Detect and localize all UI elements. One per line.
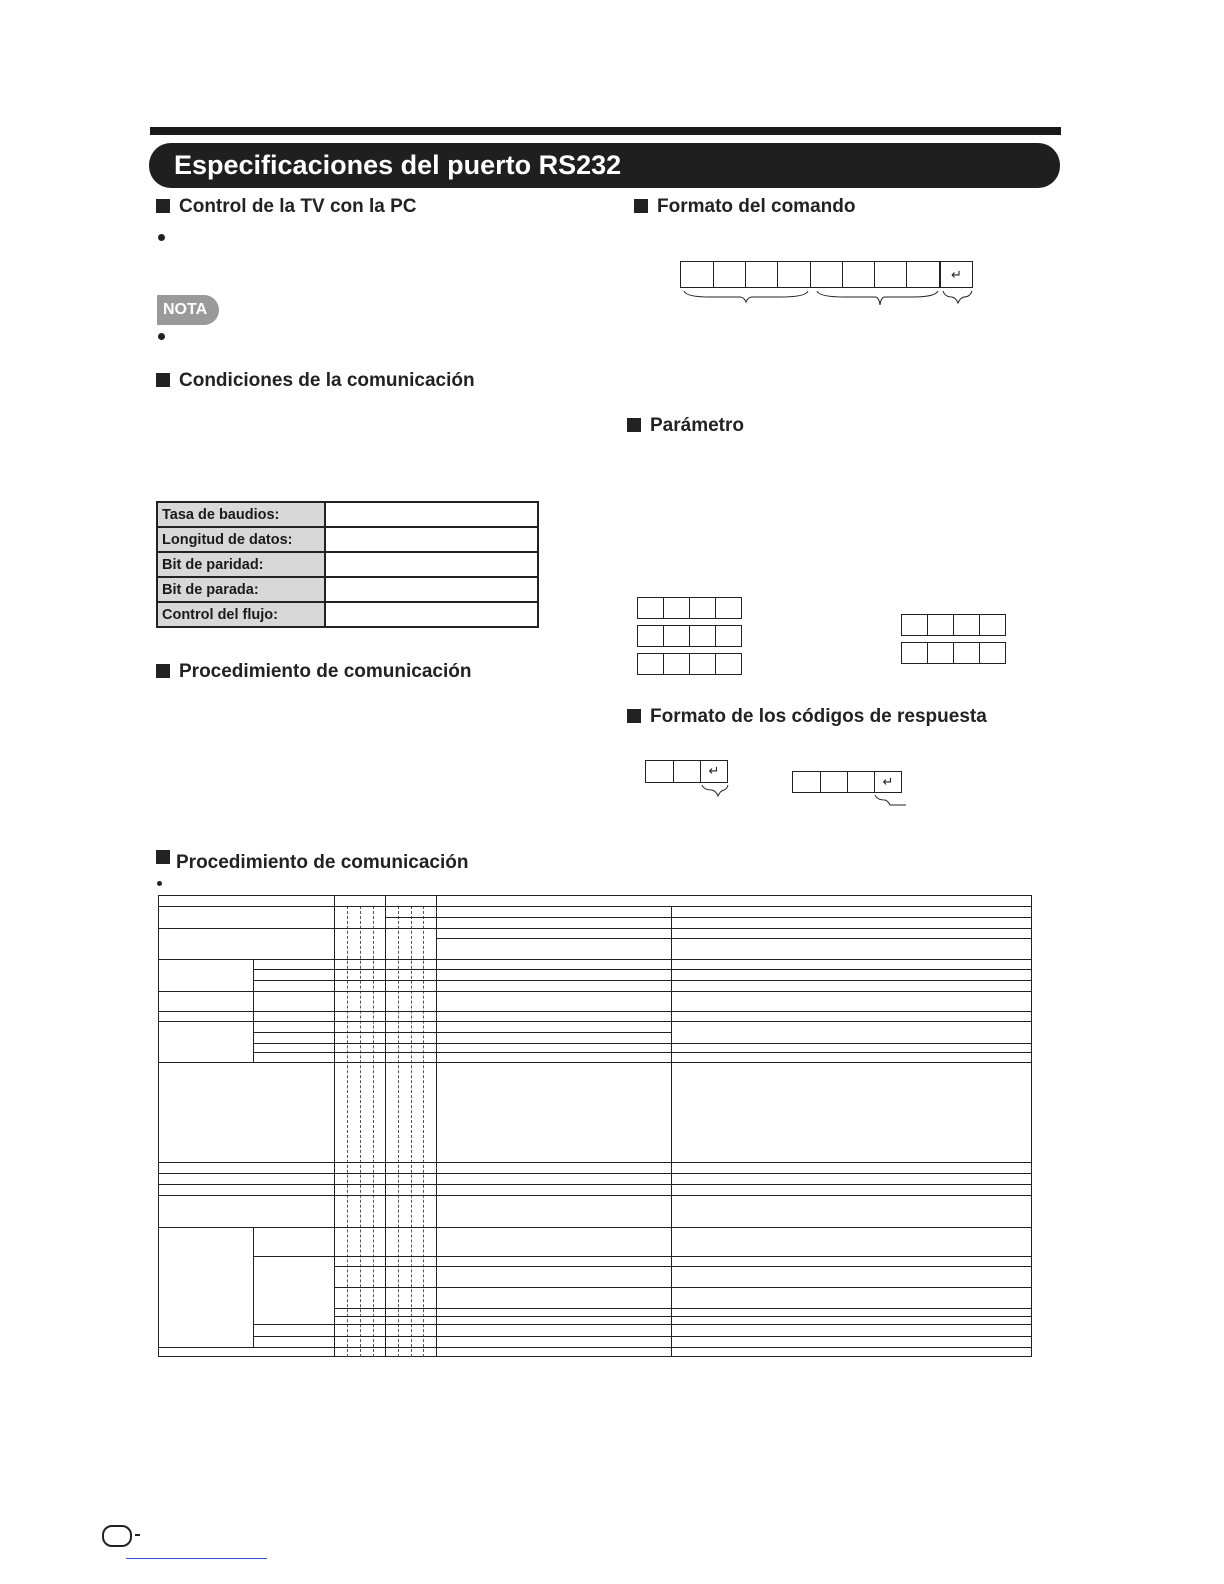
param-box <box>663 597 690 619</box>
square-bullet-icon <box>156 664 170 678</box>
param-box <box>689 625 716 647</box>
section-heading-conditions <box>156 370 475 392</box>
response-box <box>792 771 821 793</box>
param-box <box>689 653 716 675</box>
table-row <box>157 527 538 552</box>
param-box <box>663 625 690 647</box>
footer-dash <box>135 1534 140 1536</box>
param-box <box>953 614 980 636</box>
command-char-box <box>745 261 778 288</box>
param-box <box>689 597 716 619</box>
param-char-box <box>842 261 875 288</box>
cond-value <box>325 602 538 627</box>
param-box <box>953 642 980 664</box>
enter-icon: ↵ <box>940 261 973 288</box>
response-bracket <box>872 794 908 808</box>
response-box <box>820 771 848 793</box>
enter-icon: ↵ <box>700 760 728 783</box>
square-bullet-icon <box>156 199 170 213</box>
param-box <box>901 614 928 636</box>
command-reference-table <box>158 895 1032 1357</box>
param-box <box>715 625 742 647</box>
table-row <box>157 602 538 627</box>
section-title: Procedimiento de comunicación <box>179 661 472 682</box>
section-title: Parámetro <box>650 415 744 436</box>
top-rule <box>150 127 1061 135</box>
section-heading-tv-control <box>156 196 417 218</box>
square-bullet-icon <box>627 418 641 432</box>
response-box <box>847 771 875 793</box>
section-title: Control de la TV con la PC <box>179 196 417 217</box>
param-char-box <box>810 261 843 288</box>
communication-conditions-table <box>156 501 539 628</box>
section-title: Formato de los códigos de respuesta <box>650 706 987 727</box>
section-heading-parameter <box>627 415 744 437</box>
param-box <box>715 653 742 675</box>
param-box <box>979 642 1006 664</box>
section-heading-response-format <box>627 706 987 728</box>
footer-rule <box>126 1558 267 1559</box>
section-heading-procedure-table <box>156 850 468 874</box>
param-box <box>637 597 664 619</box>
table-row <box>157 577 538 602</box>
command-char-box <box>680 261 714 288</box>
square-bullet-icon <box>156 850 170 864</box>
param-box <box>901 642 928 664</box>
section-title: Formato del comando <box>657 196 856 217</box>
bullet-icon <box>158 234 165 241</box>
response-box <box>645 760 674 783</box>
square-bullet-icon <box>634 199 648 213</box>
page-title: Especificaciones del puerto RS232 <box>149 143 1060 188</box>
cond-value <box>325 502 538 527</box>
cond-label: Tasa de baudios: <box>157 502 325 527</box>
command-char-box <box>713 261 746 288</box>
bullet-icon <box>158 333 165 340</box>
param-char-box <box>874 261 907 288</box>
square-bullet-icon <box>156 373 170 387</box>
param-char-box <box>906 261 940 288</box>
cond-label: Bit de paridad: <box>157 552 325 577</box>
param-box <box>979 614 1006 636</box>
cond-value <box>325 552 538 577</box>
param-box <box>637 625 664 647</box>
cond-label: Bit de parada: <box>157 577 325 602</box>
square-bullet-icon <box>627 709 641 723</box>
cond-value <box>325 527 538 552</box>
section-title: Condiciones de la comunicación <box>179 370 475 391</box>
param-box <box>927 642 954 664</box>
param-box <box>715 597 742 619</box>
response-bracket <box>700 784 730 798</box>
param-box <box>637 653 664 675</box>
command-brackets <box>680 289 980 307</box>
enter-icon: ↵ <box>874 771 902 793</box>
param-box <box>927 614 954 636</box>
cond-label: Longitud de datos: <box>157 527 325 552</box>
bullet-icon <box>157 881 162 886</box>
table-row <box>157 552 538 577</box>
param-box <box>663 653 690 675</box>
cond-label: Control del flujo: <box>157 602 325 627</box>
section-heading-command-format <box>634 196 855 218</box>
section-heading-procedure <box>156 661 471 683</box>
table-row <box>157 502 538 527</box>
section-title: Procedimiento de comunicación <box>176 852 469 873</box>
cond-value <box>325 577 538 602</box>
command-char-box <box>777 261 811 288</box>
response-box <box>673 760 701 783</box>
note-badge: NOTA <box>157 295 219 325</box>
language-badge-icon <box>102 1525 132 1547</box>
